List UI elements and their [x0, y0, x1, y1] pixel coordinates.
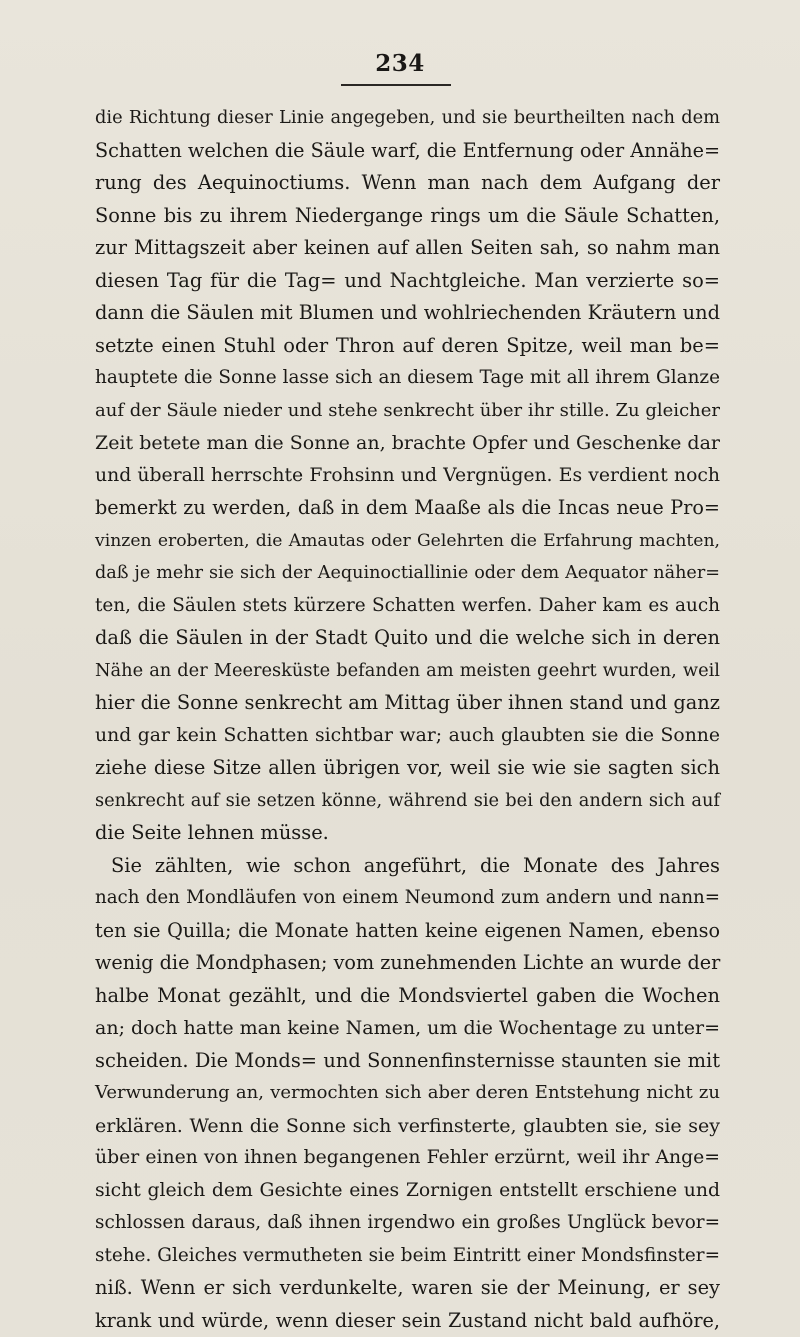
- text-line: die Richtung dieser Linie angegeben, und sie beurtheilten nach dem: [95, 107, 720, 128]
- text-line: über einen von ihnen begangenen Fehler erzürnt, weil ihr Ange=: [95, 1147, 720, 1168]
- text-line: stehe. Gleiches vermutheten sie beim Eintritt einer Mondsfinster=: [95, 1244, 720, 1266]
- text-line: ten, die Säulen stets kürzere Schatten werfen. Daher kam es auch: [95, 594, 720, 616]
- text-line: bemerkt zu werden, daß in dem Maaße als die Incas neue Pro=: [95, 496, 720, 519]
- text-line: rung des Aequinoctiums. Wenn man nach dem Aufgang der: [95, 171, 720, 194]
- page-number: 234: [375, 50, 425, 77]
- text-line: zur Mittagszeit aber keinen auf allen Seiten sah, so nahm man: [95, 236, 720, 259]
- text-line: niß. Wenn er sich verdunkelte, waren sie der Meinung, er sey: [95, 1276, 720, 1299]
- text-line: halbe Monat gezählt, und die Mondsviertel gaben die Wochen: [95, 983, 720, 1007]
- text-line: auf der Säule nieder und stehe senkrecht über ihr stille. Zu gleicher: [95, 399, 720, 421]
- text-line: Schatten welchen die Säule warf, die Entfernung oder Annähe=: [95, 138, 721, 162]
- text-line: Verwunderung an, vermochten sich aber deren Entstehung nicht zu: [95, 1082, 720, 1103]
- text-line: vinzen eroberten, die Amautas oder Gelehrten die Erfahrung machten,: [95, 530, 720, 551]
- body-text: [95, 102, 720, 1337]
- text-line: Zeit betete man die Sonne an, brachte Opfer und Geschenke dar: [95, 432, 720, 454]
- text-line: an; doch hatte man keine Namen, um die Wochentage zu unter=: [95, 1017, 721, 1039]
- text-line: krank und würde, wenn dieser sein Zustand nicht bald aufhöre,: [95, 1308, 720, 1332]
- text-line: und gar kein Schatten sichtbar war; auch glaubten sie die Sonne: [95, 724, 720, 746]
- text-line: und überall herrschte Frohsinn und Vergnügen. Es verdient noch: [95, 464, 720, 486]
- text-line: dann die Säulen mit Blumen und wohlriechenden Kräutern und: [95, 301, 720, 324]
- text-line: hier die Sonne senkrecht am Mittag über ihnen stand und ganz: [95, 691, 720, 714]
- text-line: diesen Tag für die Tag= und Nachtgleiche. Man verzierte so=: [95, 268, 720, 292]
- text-line: hauptete die Sonne lasse sich an diesem Tage mit all ihrem Glanze: [95, 367, 720, 388]
- paragraph-end-line: die Seite lehnen müsse.: [95, 821, 329, 844]
- header-rule: [341, 84, 451, 86]
- text-line: senkrecht auf sie setzen könne, während sie bei den andern sich auf: [95, 789, 720, 811]
- text-line: erklären. Wenn die Sonne sich verfinsterte, glaubten sie, sie sey: [95, 1114, 720, 1137]
- text-line: Sonne bis zu ihrem Niedergange rings um die Säule Schatten,: [95, 203, 720, 227]
- text-line: schlossen daraus, daß ihnen irgendwo ein großes Unglück bevor=: [95, 1212, 720, 1233]
- text-line: ten sie Quilla; die Monate hatten keine eigenen Namen, ebenso: [95, 918, 720, 942]
- text-line: scheiden. Die Monds= und Sonnenfinsternisse staunten sie mit: [95, 1048, 720, 1072]
- text-line: sicht gleich dem Gesichte eines Zornigen entstellt erschiene und: [95, 1179, 720, 1201]
- text-line: wenig die Mondphasen; vom zunehmenden Lichte an wurde der: [95, 951, 721, 974]
- paragraph-start-line: Sie zählten, wie schon angeführt, die Monate des Jahres: [111, 853, 720, 877]
- text-line: daß je mehr sie sich der Aequinoctiallinie oder dem Aequator näher=: [95, 563, 720, 583]
- text-line: Nähe an der Meeresküste befanden am meisten geehrt wurden, weil: [95, 659, 720, 681]
- text-line: nach den Mondläufen von einem Neumond zum andern und nann=: [95, 887, 720, 908]
- text-line: daß die Säulen in der Stadt Quito und die welche sich in deren: [95, 626, 720, 649]
- text-line: setzte einen Stuhl oder Thron auf deren Spitze, weil man be=: [95, 333, 720, 357]
- text-line: ziehe diese Sitze allen übrigen vor, weil sie wie sie sagten sich: [95, 756, 720, 779]
